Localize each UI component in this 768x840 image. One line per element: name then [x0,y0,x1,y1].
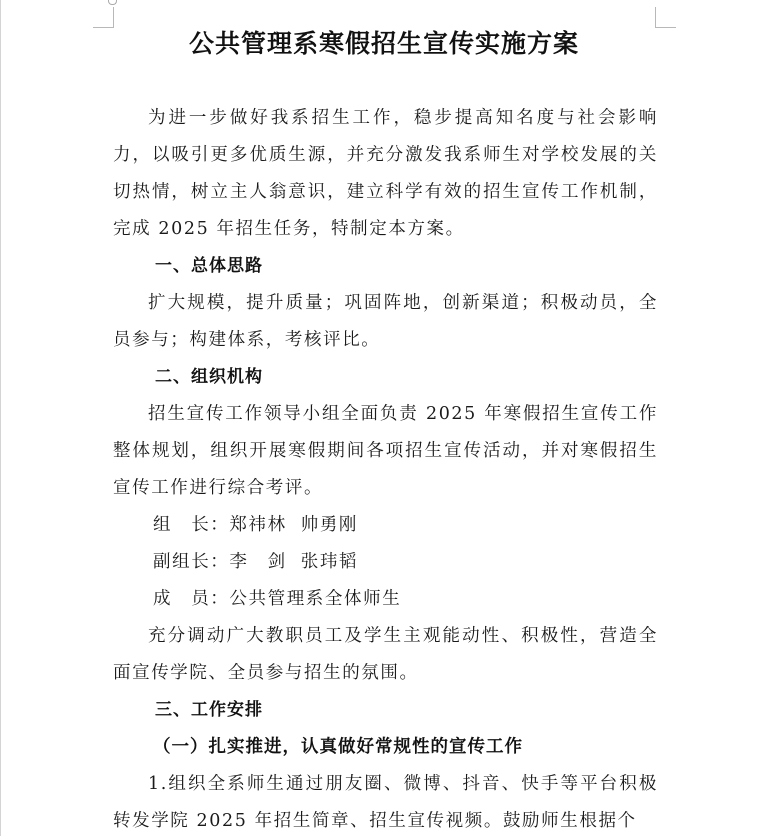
member-role: 成 员： [153,589,230,609]
member-name: 张玮韬 [300,552,359,572]
member-role: 组 长： [153,515,230,535]
member-name: 李 剑 [229,552,287,572]
member-name: 帅勇刚 [300,515,359,535]
section-heading-overall: 一、总体思路 [155,256,263,276]
member-name: 郑祎林 [229,515,287,535]
document-body[interactable] [113,100,658,840]
section-heading-arrangement: 三、工作安排 [155,700,263,720]
arrangement-paragraph: 1.组织全系师生通过朋友圈、微博、抖音、快手等平台积极转发学院 2025 年招生简章、招生宣传视频。鼓励师生根据个 [113,774,658,831]
member-row-members [113,581,658,618]
member-row-deputy [113,544,658,581]
organization-closing-paragraph: 充分调动广大教职员工及学生主观能动性、积极性，营造全面宣传学院、全员参与招生的氛围。 [113,626,658,683]
subsection-heading-routine: （一）扎实推进，认真做好常规性的宣传工作 [153,737,523,757]
member-role: 副组长： [153,552,230,572]
member-name: 公共管理系全体师生 [229,589,402,609]
overall-paragraph: 扩大规模，提升质量；巩固阵地，创新渠道；积极动员，全员参与；构建体系，考核评比。 [113,293,658,350]
page-left-edge [0,0,1,836]
document-title: 公共管理系寒假招生宣传实施方案 [188,29,579,58]
organization-paragraph: 招生宣传工作领导小组全面负责 2025 年寒假招生宣传工作整体规划，组织开展寒假期间各项招生宣传活动，并对寒假招生宣传工作进行综合考评。 [113,404,658,498]
page-top-marker [108,0,117,5]
member-row-leader [113,507,658,544]
section-heading-organization: 二、组织机构 [155,367,263,387]
intro-paragraph: 为进一步做好我系招生工作，稳步提高知名度与社会影响力，以吸引更多优质生源，并充分激发我系师生对学校发展的关切热情，树立主人翁意识，建立科学有效的招生宣传工作机制，完成 2025 年招生任务，特制定本方案。 [113,108,658,239]
